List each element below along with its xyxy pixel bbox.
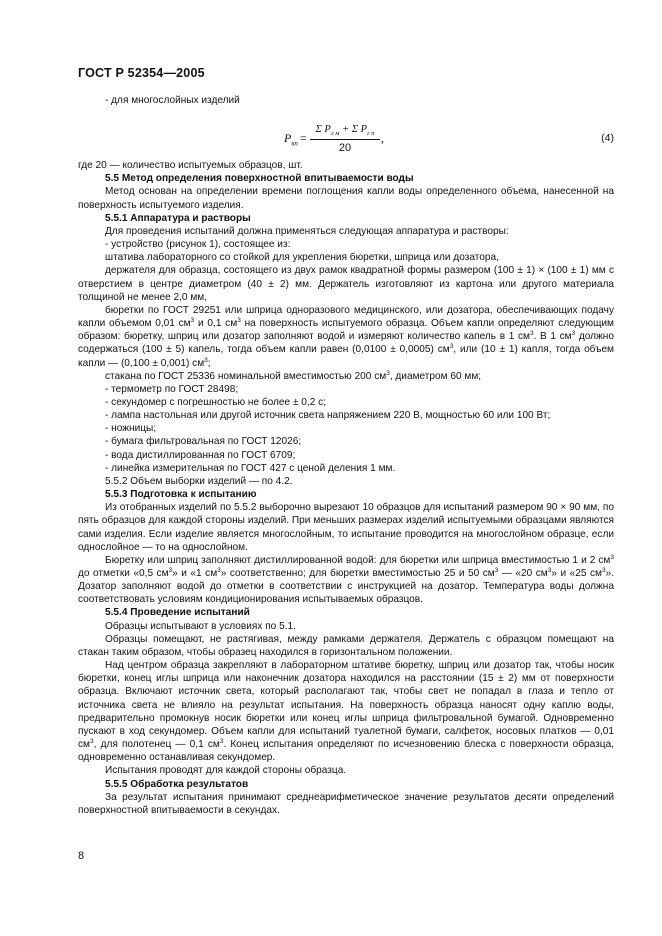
list-item: - ножницы; (105, 423, 157, 435)
list-item: - вода дистиллированная по ГОСТ 6709; (105, 449, 296, 461)
paragraph: Над центром образца закрепляют в лабораторном штативе бюретку, шприц или дозатор так, чтобы носик бюретки, конец иглы шприца или наконечник дозатора находился на расстоянии (15 ± 2) мм от поверхности образца. Включают источник света, который располагают так, чтобы свет не попадал в глаза и тепло от источника света не влияло на результат испытания. На поверхность образца наносят одну каплю воды, предварительно промокнув носик бюретки или конец иглы шприца фильтровальной бумагой. Одновременно пускают в ход секундомер. Объем капли для испытаний туалетной бумаги, салфеток, носовых платков — 0,01 $см^3$, для полотенец — 0,1 $см^3$. Конец испытания определяют по исчезновению блеска с поверхности образца, одновременно останавливая секундомер. (78, 660, 615, 764)
paragraph: бюретки по ГОСТ 29251 или шприца одноразового медицинского, или дозатора, обеспечивающих подачу капли объемом 0,01 $см^3$ и 0,1 $см^3$ на поверхность испытуемого образца. Объем капли определяют следующим образом: бюретку, шприц или дозатор заполняют водой и измеряют количество капель в 1 $см^3$. В 1 $см^3$ должно содержаться (100 ± 5) капель, тогда объем капли равен (0,0100 ± 0,0005) $см^3$, или (10 ± 1) капля, тогда объем капли — (0,100 ± 0,001) $см^3$; (78, 304, 615, 369)
paragraph: Образцы испытывают в условиях по 5.1. (105, 620, 296, 632)
paragraph: За результат испытания принимают среднеарифметическое значение результатов десяти определений поверхностной впитываемости в секундах. (78, 791, 614, 816)
formula-denominator: 20 (338, 142, 352, 155)
paragraph: Образцы помещают, не растягивая, между рамками держателя. Держатель с образцом помещают на стакан таким образом, чтобы образец находился в горизонтальном положении. (78, 633, 614, 658)
paragraph: Испытания проводят для каждой стороны образца. (105, 765, 347, 777)
formula-number: (4) (601, 132, 614, 145)
paragraph: стакана по ГОСТ 25336 номинальной вместимостью 200 $см^3$, диаметром 60 мм; (105, 369, 482, 382)
section-heading: 5.5.4 Проведение испытаний (105, 607, 250, 619)
page-number: 8 (78, 850, 85, 862)
paragraph: держателя для образца, состоящего из двух рамок квадратной формы размером (100 ± 1) × (100 ± 1) мм с отверстием в центре диаметром (40 ± 2) мм. Держатель изготовляют из картона или другого материала толщиной не менее 2,0 мм, (78, 265, 614, 303)
list-item: - для многослойных изделий (105, 95, 240, 106)
formula-comma: , (381, 131, 384, 146)
section-heading: 5.5.1 Аппаратура и растворы (105, 212, 251, 224)
list-item: - секундомер с погрешностью не более ± 0,2 с; (105, 396, 326, 408)
fraction-bar (310, 139, 380, 140)
formula-equals: = (300, 131, 307, 146)
section-heading: 5.5.5 Обработка результатов (105, 778, 249, 790)
document-body (78, 94, 614, 817)
formula-numerator: Σ $P_{л м} + \Sigma$ $P_{г п}$ (315, 124, 375, 138)
list-item: - линейка измерительная по ГОСТ 427 с ценой деления 1 мм. (105, 462, 396, 474)
section-heading: 5.5 Метод определения поверхностной впитываемости воды (105, 173, 414, 185)
paragraph: Бюретку или шприц заполняют дистиллированной водой: для бюретки или шприца вместимостью 1 и 2 $см^3$ до отметки «0,5 $см^3$» и «1 $см^3$» соответственно; для бюретки вместимостью 25 и 50 $см^3$ — «20 $см^3$» и «25 $см^3$». Дозатор заполняют водой до отметки в соответствии с инструкцией на дозатор. Температура воды должна соответствовать условиям кондиционирования испытываемых образцов. (78, 553, 614, 606)
list-item: - бумага фильтровальная по ГОСТ 12026; (105, 436, 302, 448)
document-header: ГОСТ Р 52354—2005 (78, 66, 205, 80)
list-item: - лампа настольная или другой источник света напряжением 220 В, мощностью 60 или 100 Вт; (105, 410, 551, 422)
list-item: - термометр по ГОСТ 28498; (105, 383, 239, 395)
formula-4 (78, 108, 614, 156)
paragraph: штатива лабораторного со стойкой для укрепления бюретки, шприца или дозатора, (105, 252, 499, 264)
paragraph: Метод основан на определении времени поглощения капли воды определенного объема, нанесенной на поверхность испытуемого изделия. (78, 186, 614, 211)
paragraph: 5.5.2 Объем выборки изделий — по 4.2. (105, 475, 293, 487)
section-heading: 5.5.3 Подготовка к испытанию (105, 489, 257, 501)
formula-lhs: $P_{вп}$ (284, 131, 298, 148)
where-clause: где 20 — количество испытуемых образцов, шт. (78, 160, 303, 172)
paragraph: Из отобранных изделий по 5.5.2 выборочно вырезают 10 образцов для испытаний размером 90 × 90 мм, по пять образцов для каждой стороны изделий. При меньших размерах изделий испытуемыми образцами являются сами изделия. Если изделие является многослойным, то испытание проводится на многослойном образце, если однослойное — то на однослойном. (78, 502, 614, 553)
paragraph: Для проведения испытаний должна применяться следующая аппаратура и растворы: (105, 225, 509, 237)
list-item: - устройство (рисунок 1), состоящее из: (105, 239, 291, 251)
